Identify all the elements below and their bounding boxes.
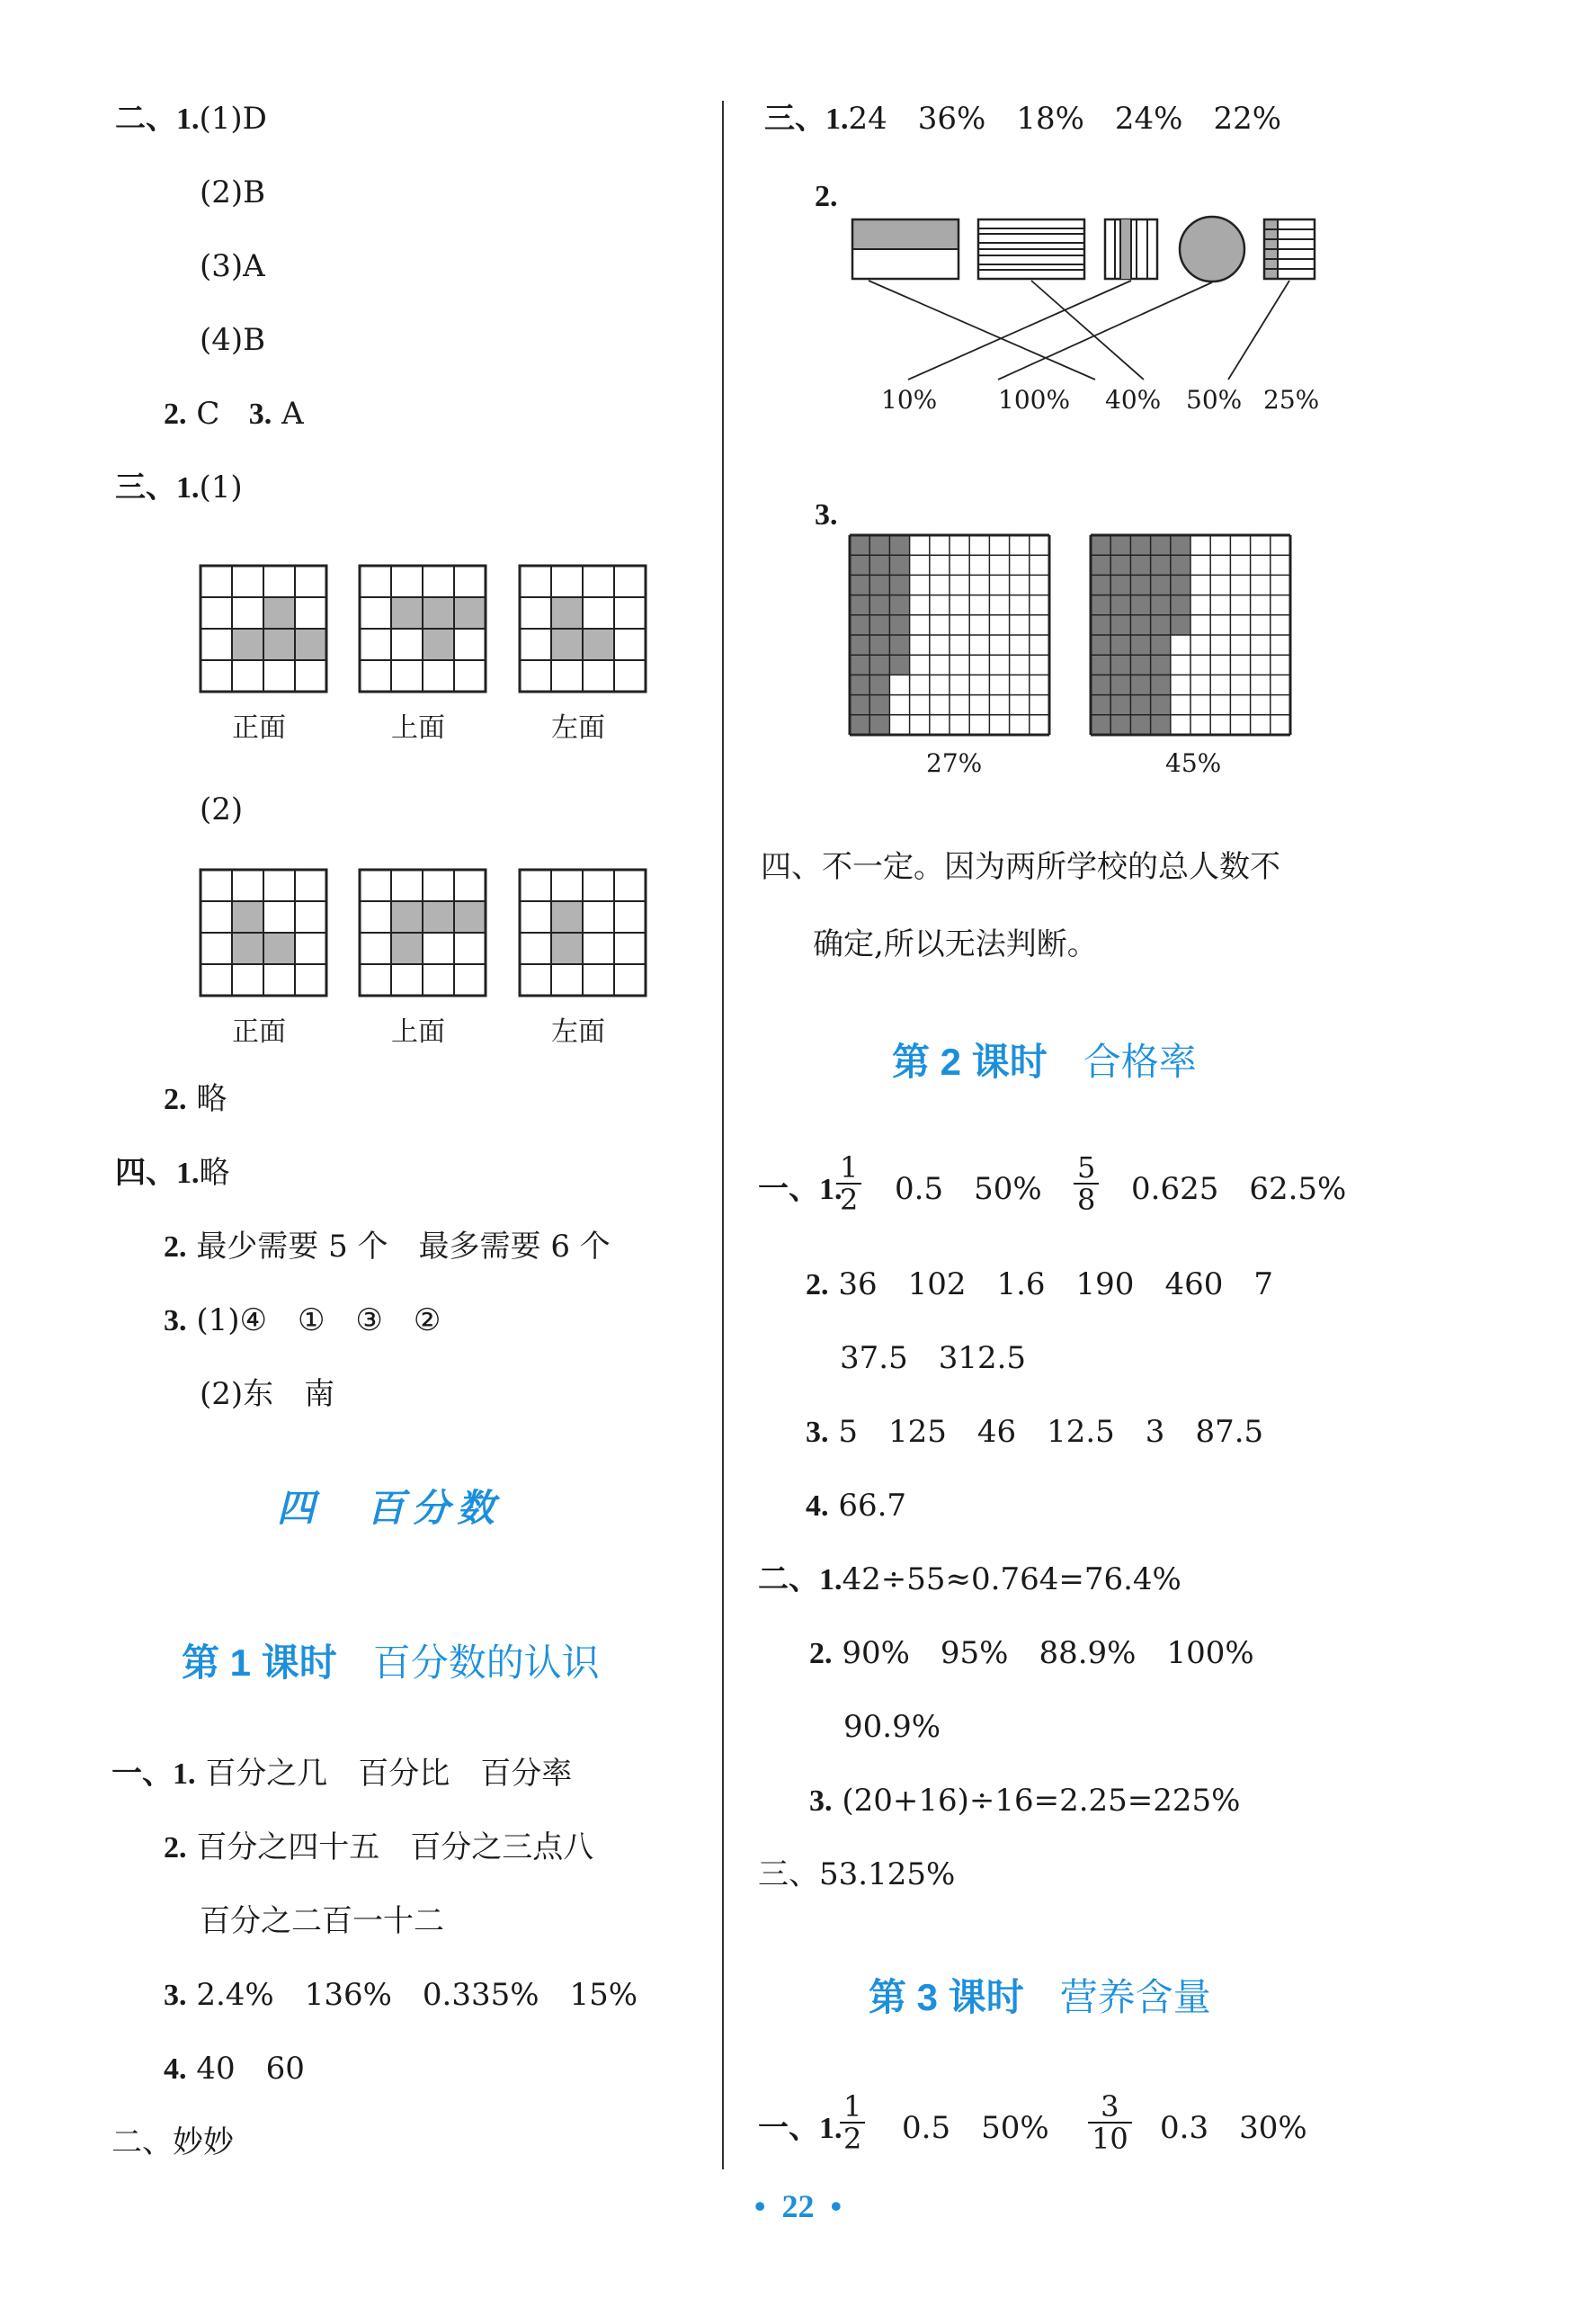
hundred-grid-45 [1090, 534, 1291, 736]
answer-r-3-3-label: 3. [815, 498, 838, 532]
answer-l2-1-2-cont: 37.5 312.5 [840, 1340, 1027, 1376]
answer-l2-1-3: 3. 5 125 46 12.5 3 87.5 [806, 1414, 1264, 1450]
answer-r-3-2-label: 2. [815, 180, 838, 213]
answer-3-2: 2. 略 [164, 1081, 227, 1117]
answer-l2-2-2-cont: 90.9% [843, 1709, 941, 1745]
answer-r-4-line1: 四、不一定。因为两所学校的总人数不 [761, 849, 1280, 885]
answer-2-1-1: 二、1.(1)D [115, 101, 267, 137]
answer-2-1-3: (3)A [200, 248, 265, 284]
answer-l2-3: 三、53.125% [758, 1856, 956, 1892]
view-label-left-1: 左面 [551, 712, 605, 744]
answer-4-1: 四、1.略 [115, 1155, 230, 1191]
fraction-1-2-b: $\frac{1}{2}$ [840, 2091, 865, 2154]
match-pct-100: 100% [998, 385, 1071, 415]
answer-r-3-1: 三、1.24 36% 18% 24% 22% [764, 101, 1282, 137]
answer-2-1-2: (2)B [200, 174, 266, 210]
answer-3-1-2: (2) [200, 791, 244, 827]
answer-l1-1-4: 4. 40 60 [164, 2051, 305, 2087]
answer-l2-1-1: 一、1. [758, 1173, 843, 1206]
view-label-front-1: 正面 [232, 712, 286, 744]
page-number: • 22 • [753, 2188, 843, 2224]
fraction-3-10: $\frac{3}{10}$ [1088, 2091, 1132, 2154]
hundred-grid-27 [849, 534, 1050, 736]
lesson-1-heading: 第 1 课时 百分数的认识 [182, 1641, 600, 1685]
view-front-1 [200, 565, 327, 693]
match-pct-50: 50% [1186, 385, 1243, 415]
view-label-front-2: 正面 [232, 1016, 286, 1048]
unit-title: 四 百分数 [277, 1486, 503, 1530]
answer-l1-1-3: 3. 2.4% 136% 0.335% 15% [164, 1977, 638, 2013]
answer-l1-1-2-cont: 百分之二百一十二 [200, 1903, 444, 1939]
answer-l2-1-1-mid: 0.5 50% [895, 1171, 1042, 1207]
answer-2-1-4: (4)B [200, 322, 266, 358]
match-pct-10: 10% [881, 385, 938, 415]
answer-4-2: 2. 最少需要 5 个 最多需要 6 个 [164, 1229, 611, 1265]
view-left-2 [519, 869, 646, 997]
view-label-left-2: 左面 [551, 1016, 605, 1048]
grid-pct-27: 27% [926, 748, 983, 778]
answer-r-4-line2: 确定,所以无法判断。 [813, 926, 1098, 962]
fraction-5-8: $\frac{5}{8}$ [1074, 1152, 1099, 1215]
answer-l1-1-2: 2. 百分之四十五 百分之三点八 [164, 1829, 594, 1865]
view-top-2 [359, 869, 486, 997]
answer-l2-1-2: 2. 36 102 1.6 190 460 7 [806, 1266, 1273, 1302]
answer-4-3-1: 3. (1)④ ① ③ ② [164, 1302, 441, 1338]
match-pct-25: 25% [1263, 385, 1320, 415]
answer-l1-1-1: 一、1. 百分之几 百分比 百分率 [111, 1756, 573, 1792]
fraction-1-2: $\frac{1}{2}$ [836, 1152, 861, 1215]
lesson-3-heading: 第 3 课时 营养含量 [869, 1975, 1211, 2019]
view-top-1 [359, 565, 486, 693]
answer-l2-2-2: 2. 90% 95% 88.9% 100% [809, 1635, 1254, 1671]
answer-l3-1-1-mid: 0.5 50% [902, 2110, 1049, 2146]
answer-3-1-1: 三、1.(1) [115, 469, 243, 505]
answer-l3-1-1-tail: 0.3 30% [1160, 2110, 1307, 2146]
answer-l2-1-1-tail: 0.625 62.5% [1131, 1171, 1347, 1207]
answer-l3-1-1: 一、1. [758, 2112, 843, 2145]
match-pct-40: 40% [1105, 385, 1162, 415]
answer-l2-2-1: 二、1.42÷55≈0.764=76.4% [758, 1561, 1181, 1597]
view-left-1 [519, 565, 646, 693]
view-front-2 [200, 869, 327, 997]
answer-l2-1-4: 4. 66.7 [806, 1488, 907, 1524]
view-label-top-1: 上面 [391, 712, 445, 744]
answer-2-2-3: 2. C 3. A [164, 396, 304, 432]
answer-4-3-2: (2)东 南 [200, 1376, 335, 1412]
view-label-top-2: 上面 [391, 1016, 445, 1048]
column-divider [722, 101, 724, 2169]
lesson-2-heading: 第 2 课时 合格率 [892, 1040, 1197, 1084]
answer-l2-2-3: 3. (20+16)÷16=2.25=225% [809, 1783, 1241, 1819]
grid-pct-45: 45% [1165, 748, 1222, 778]
answer-l1-2: 二、妙妙 [111, 2124, 234, 2160]
